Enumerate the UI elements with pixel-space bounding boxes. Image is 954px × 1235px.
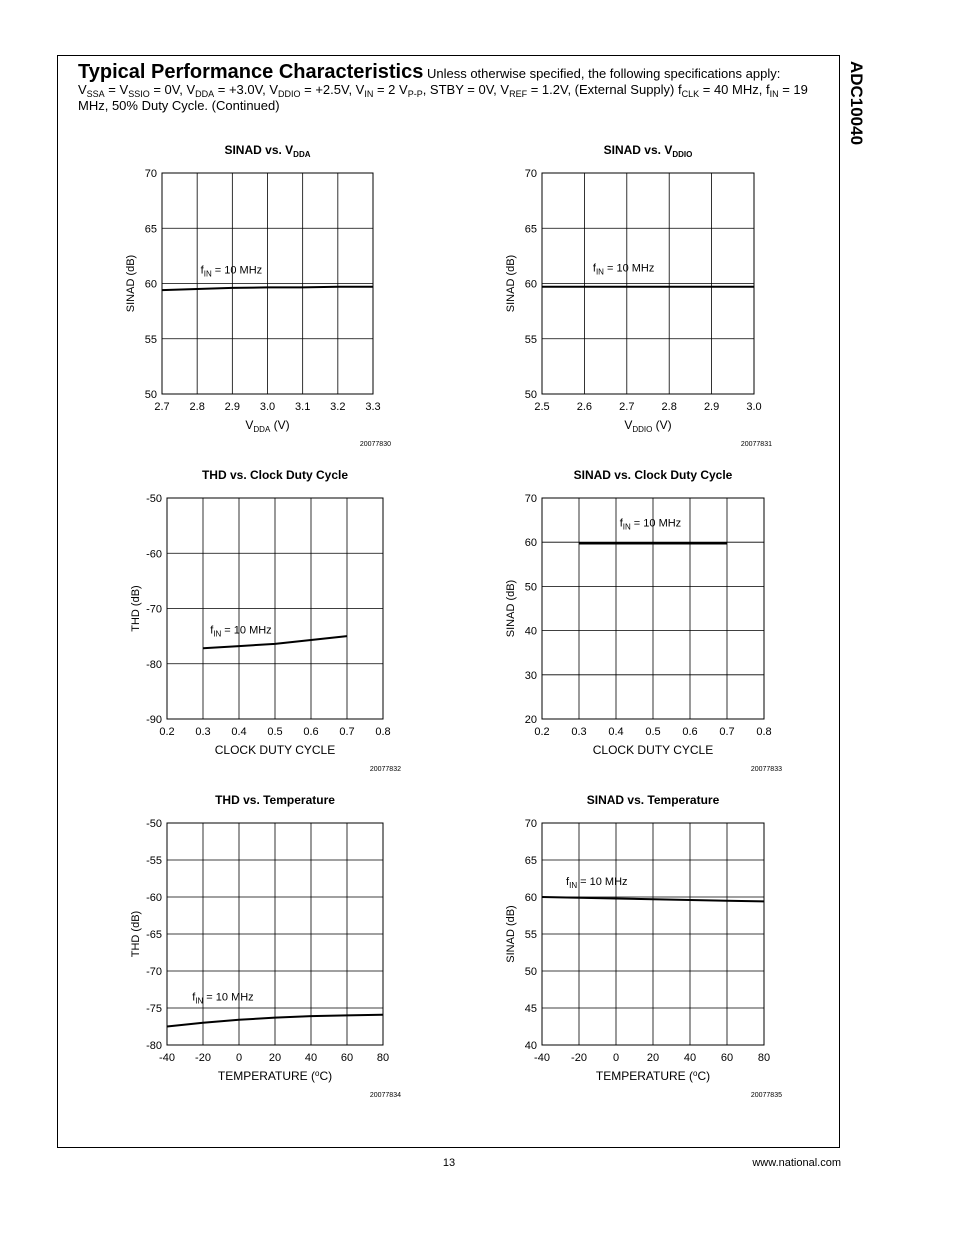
y-tick-label: -70 (146, 966, 162, 978)
annotation-subscript: IN (195, 996, 204, 1006)
condition-text: = V (104, 82, 129, 97)
x-tick-label: 40 (304, 1052, 318, 1064)
x-axis-label (596, 1069, 710, 1083)
x-tick-label: 2.6 (576, 401, 593, 413)
annotation-subscript: IN (595, 267, 604, 277)
y-tick-label: 70 (524, 818, 537, 830)
y-tick-label: 50 (144, 389, 157, 401)
chart-title (574, 468, 733, 482)
chart-title (215, 793, 335, 807)
x-tick-label: 60 (340, 1052, 354, 1064)
x-axis-label-superscript: o (693, 1069, 698, 1078)
chart-title-text: SINAD vs. V (603, 143, 673, 157)
x-tick-label: 20 (646, 1052, 660, 1064)
x-tick-label: 3.2 (330, 401, 346, 413)
x-axis-label-superscript: o (315, 1069, 320, 1078)
annotation-text: f (210, 624, 214, 637)
x-tick-label: 0.8 (375, 726, 391, 738)
y-tick-label: 50 (524, 389, 537, 401)
y-tick-label: 55 (524, 929, 537, 941)
y-tick-label: 70 (144, 168, 157, 180)
section-title: Typical Performance Characteristics (78, 61, 424, 83)
condition-subscript: REF (509, 89, 528, 99)
x-tick-label: 0.4 (231, 726, 247, 738)
y-tick-label: -65 (146, 929, 162, 941)
y-tick-label: 40 (524, 625, 537, 638)
x-tick-label: 0.6 (682, 726, 698, 738)
y-axis-label: THD (dB) (130, 585, 142, 632)
y-tick-label: 65 (144, 223, 157, 236)
x-tick-label: 3.3 (365, 401, 381, 413)
x-axis-label-suffix: C) (319, 1069, 333, 1083)
y-tick-label: 70 (524, 493, 537, 505)
x-axis-label (215, 743, 335, 757)
x-tick-label: -40 (159, 1052, 175, 1064)
x-tick-label: 2.8 (189, 401, 205, 413)
y-tick-label: -90 (146, 714, 162, 726)
chart-6 (505, 793, 782, 1099)
figure-id: 20077832 (369, 766, 401, 773)
condition-subscript: SSA (86, 89, 105, 99)
x-tick-label: 3.1 (295, 401, 311, 413)
y-axis-label: SINAD (dB) (505, 254, 517, 313)
chart-3 (130, 468, 401, 773)
x-tick-label: 0.5 (267, 726, 283, 738)
y-tick-label: 70 (524, 168, 537, 180)
y-tick-label: 30 (524, 669, 537, 682)
figure-id: 20077833 (750, 766, 782, 773)
condition-text: = 19 MHz, 50% Duty Cycle. (Continued) (78, 82, 808, 113)
chart-title (202, 468, 348, 482)
annotation-suffix: = 10 MHz (603, 262, 655, 275)
series-annotation (201, 265, 263, 279)
x-axis-label (593, 743, 713, 757)
figure-id: 20077835 (750, 1092, 782, 1099)
x-tick-label: 0.5 (645, 726, 661, 738)
annotation-subscript: IN (203, 269, 212, 279)
x-axis-label-text: V (624, 418, 633, 432)
x-tick-label: 2.8 (661, 401, 677, 413)
series-annotation (620, 518, 682, 532)
chart-title-text: THD vs. Clock Duty Cycle (201, 468, 349, 482)
x-tick-label: 0.2 (534, 726, 550, 738)
y-tick-label: -75 (146, 1003, 162, 1015)
condition-subscript: P-P (407, 89, 423, 99)
x-axis-label (245, 418, 289, 434)
condition-text: = +3.0V, V (214, 82, 278, 97)
chart-title-subscript: DDIO (672, 150, 693, 159)
condition-subscript: CLK (681, 89, 700, 99)
x-axis-label-text: CLOCK DUTY CYCLE (214, 743, 336, 757)
chart-title-text: SINAD vs. Temperature (586, 793, 720, 807)
annotation-suffix: = 10 MHz (203, 991, 254, 1004)
chart-4 (505, 468, 782, 773)
x-tick-label: -20 (195, 1052, 211, 1064)
x-axis-label-suffix: (V) (652, 418, 672, 432)
y-tick-label: 60 (524, 892, 537, 904)
x-tick-label: 0.7 (719, 726, 735, 738)
figure-id: 20077830 (359, 441, 391, 448)
condition-subscript: SSIO (128, 89, 150, 99)
chart-title (224, 143, 310, 159)
annotation-subscript: IN (213, 629, 222, 639)
y-tick-label: -55 (146, 855, 162, 867)
x-tick-label: 0 (612, 1052, 620, 1064)
chart-title-text: SINAD vs. Clock Duty Cycle (573, 468, 733, 482)
x-tick-label: 2.9 (703, 401, 720, 413)
series-annotation (566, 876, 628, 890)
x-tick-label: 0.7 (339, 726, 355, 738)
x-tick-label: 2.5 (534, 401, 550, 413)
annotation-text: f (619, 517, 623, 530)
x-tick-label: 2.7 (619, 401, 635, 413)
annotation-text: f (566, 876, 570, 889)
condition-text: V (78, 82, 87, 97)
x-axis-label-subscript: DDIO (632, 425, 653, 434)
condition-text: = 0V, V (149, 82, 196, 97)
series-annotation (593, 262, 655, 276)
x-axis-label-text: TEMPERATURE ( (595, 1069, 693, 1083)
x-tick-label: 0.2 (159, 726, 175, 738)
annotation-text: f (200, 264, 204, 277)
condition-subscript: DDIO (278, 89, 301, 99)
x-tick-label: 0.6 (303, 726, 319, 738)
x-axis-label-suffix: (V) (270, 418, 290, 432)
y-tick-label: 55 (524, 333, 537, 346)
annotation-suffix: = 10 MHz (211, 264, 263, 277)
chart-title-text: THD vs. Temperature (215, 793, 335, 807)
x-axis-label (218, 1069, 332, 1083)
x-tick-label: 80 (376, 1052, 390, 1064)
y-tick-label: -80 (146, 1040, 162, 1052)
y-axis-label: THD (dB) (130, 910, 142, 958)
y-axis-label: SINAD (dB) (505, 905, 517, 963)
y-tick-label: 60 (524, 537, 537, 550)
y-tick-label: -80 (146, 658, 162, 671)
chart-5 (130, 793, 401, 1099)
page-number: 13 (442, 1157, 456, 1169)
y-tick-label: 60 (144, 278, 157, 291)
x-axis-label-subscript: DDA (253, 425, 271, 434)
y-tick-label: 50 (524, 966, 537, 978)
y-tick-label: 65 (524, 855, 537, 867)
condition-text: = +2.5V, V (300, 82, 365, 97)
condition-text: = 1.2V, (External Supply) f (527, 82, 682, 97)
condition-text: = 2 V (373, 82, 408, 97)
x-tick-label: 60 (720, 1052, 734, 1064)
annotation-text: f (192, 991, 196, 1004)
x-axis-label-text: V (245, 418, 254, 432)
y-tick-label: 60 (524, 278, 537, 291)
x-tick-label: -40 (534, 1052, 550, 1064)
figure-id: 20077834 (369, 1092, 401, 1099)
x-tick-label: 3.0 (746, 401, 762, 413)
y-tick-label: 55 (144, 333, 157, 346)
chart-title (604, 143, 693, 159)
x-tick-label: 0.3 (571, 726, 587, 738)
figure-id: 20077831 (740, 441, 772, 448)
y-axis-label: SINAD (dB) (125, 254, 137, 313)
condition-text: , STBY = 0V, V (422, 82, 510, 97)
y-tick-label: -70 (146, 603, 162, 616)
series-annotation (210, 624, 272, 638)
annotation-suffix: = 10 MHz (630, 517, 682, 530)
y-tick-label: 65 (524, 223, 537, 236)
annotation-suffix: = 10 MHz (221, 624, 272, 637)
y-tick-label: 45 (524, 1003, 537, 1015)
section-intro: Unless otherwise specified, the following specifications apply: (426, 66, 781, 81)
x-tick-label: 80 (757, 1052, 771, 1064)
y-tick-label: -50 (146, 818, 162, 830)
part-number-text: ADC10040 (847, 60, 866, 146)
x-tick-label: 40 (683, 1052, 697, 1064)
chart-title (587, 793, 720, 807)
x-tick-label: 2.9 (224, 401, 240, 413)
x-tick-label: 2.7 (154, 401, 170, 413)
chart-title-text: SINAD vs. V (224, 143, 294, 157)
y-tick-label: -50 (146, 493, 162, 505)
condition-subscript: IN (769, 89, 779, 99)
x-tick-label: -20 (571, 1052, 587, 1064)
website-url: www.national.com (752, 1157, 841, 1169)
x-axis-label-text: TEMPERATURE ( (217, 1069, 315, 1083)
x-tick-label: 0.8 (756, 726, 772, 738)
chart-title-subscript: DDA (293, 150, 311, 159)
chart-2 (505, 143, 772, 448)
y-tick-label: 50 (524, 581, 537, 594)
series-annotation (192, 992, 254, 1006)
chart-1 (125, 143, 391, 448)
x-axis-label (624, 418, 671, 434)
annotation-subscript: IN (622, 522, 631, 532)
condition-subscript: IN (364, 89, 374, 99)
x-tick-label: 3.0 (259, 401, 276, 413)
y-tick-label: -60 (146, 548, 162, 561)
annotation-subscript: IN (569, 881, 578, 891)
x-tick-label: 0 (235, 1052, 243, 1064)
y-axis-label: SINAD (dB) (505, 579, 517, 638)
condition-subscript: DDA (195, 89, 215, 99)
y-tick-label: 40 (524, 1040, 537, 1052)
x-tick-label: 20 (268, 1052, 282, 1064)
annotation-text: f (592, 262, 596, 275)
condition-text: = 40 MHz, f (699, 82, 770, 97)
x-tick-label: 0.3 (195, 726, 211, 738)
y-tick-label: -60 (146, 892, 162, 904)
x-tick-label: 0.4 (608, 726, 624, 738)
x-axis-label-suffix: C) (697, 1069, 711, 1083)
x-axis-label-text: CLOCK DUTY CYCLE (592, 743, 714, 757)
y-tick-label: 20 (524, 714, 537, 726)
annotation-suffix: = 10 MHz (577, 876, 628, 889)
